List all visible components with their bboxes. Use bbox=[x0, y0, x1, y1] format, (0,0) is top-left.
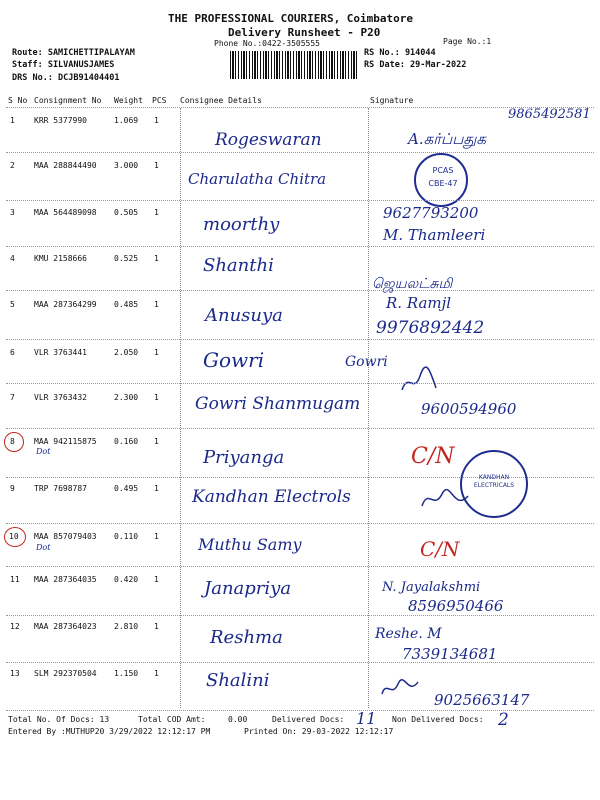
row-signature: Gowri bbox=[345, 354, 388, 370]
rs-number: RS No.: 914044 bbox=[364, 48, 436, 58]
delivered-label: Delivered Docs: bbox=[272, 715, 345, 724]
row-sno: 7 bbox=[10, 393, 15, 402]
row-phone: 9025663147 bbox=[434, 691, 530, 709]
row-consignee: Gowri Shanmugam bbox=[195, 394, 361, 414]
row-consignee: Charulatha Chitra bbox=[188, 170, 327, 188]
row-signature: M. Thamleeri bbox=[383, 226, 486, 244]
row-pcs: 1 bbox=[154, 437, 159, 446]
row-weight: 2.300 bbox=[114, 393, 139, 402]
row-weight: 0.420 bbox=[114, 575, 139, 584]
row-consignment: MAA 942115875 bbox=[34, 437, 97, 446]
delivered-value: 11 bbox=[356, 709, 377, 728]
total-cod-label: Total COD Amt: bbox=[138, 715, 206, 724]
row-signature: N. Jayalakshmi bbox=[382, 580, 481, 595]
row-weight: 0.525 bbox=[114, 254, 139, 263]
row-sno: 5 bbox=[10, 300, 15, 309]
phone-number: Phone No.:0422-3505555 bbox=[214, 39, 320, 48]
col-header-consignment: Consignment No bbox=[34, 96, 102, 105]
row-consignment: VLR 3763441 bbox=[34, 348, 87, 357]
row-divider bbox=[6, 662, 594, 663]
row-signature: R. Ramjl bbox=[386, 294, 452, 312]
row-sno: 1 bbox=[10, 116, 15, 125]
entered-by: Entered By :MUTHUP20 3/29/2022 12:12:17 PM bbox=[8, 727, 211, 736]
row-consignment: MAA 564489098 bbox=[34, 208, 97, 217]
row-weight: 0.495 bbox=[114, 484, 139, 493]
row-divider bbox=[6, 523, 594, 524]
row-consignment: SLM 292370504 bbox=[34, 669, 97, 678]
row-divider bbox=[6, 246, 594, 247]
total-docs: Total No. Of Docs: 13 bbox=[8, 715, 110, 724]
row-phone: 8596950466 bbox=[408, 597, 504, 615]
barcode bbox=[230, 51, 358, 79]
route-label: Route: SAMICHETTIPALAYAM bbox=[12, 48, 135, 58]
row-weight: 0.160 bbox=[114, 437, 139, 446]
row-note: Dot bbox=[36, 447, 51, 456]
non-delivered-label: Non Delivered Docs: bbox=[392, 715, 484, 724]
pcas-stamp bbox=[414, 153, 468, 207]
row-pcs: 1 bbox=[154, 348, 159, 357]
row-weight: 0.110 bbox=[114, 532, 139, 541]
row-consignee: Muthu Samy bbox=[198, 535, 302, 554]
row-consignee: moorthy bbox=[203, 214, 280, 235]
row-consignment: KMU 2158666 bbox=[34, 254, 87, 263]
row-sno: 2 bbox=[10, 161, 15, 170]
row-divider bbox=[6, 339, 594, 340]
row-consignee: Reshma bbox=[210, 627, 283, 648]
col-header-sno: S No bbox=[8, 96, 28, 105]
row-consignee: Kandhan Electrols bbox=[192, 487, 351, 507]
row-pcs: 1 bbox=[154, 300, 159, 309]
row-phone: 9600594960 bbox=[421, 400, 517, 418]
printed-on: Printed On: 29-03-2022 12:12:17 bbox=[244, 727, 394, 736]
row-sno: 13 bbox=[10, 669, 20, 678]
col-header-weight: Weight bbox=[114, 96, 143, 105]
row-consignment: TRP 7698787 bbox=[34, 484, 87, 493]
row-divider bbox=[6, 615, 594, 616]
row-consignment: MAA 287364299 bbox=[34, 300, 97, 309]
row-consignee: Gowri bbox=[203, 348, 265, 372]
row-phone: 9627793200 bbox=[383, 204, 479, 222]
row-pcs: 1 bbox=[154, 622, 159, 631]
total-cod-value: 0.00 bbox=[228, 715, 248, 724]
row-consignment: MAA 857079403 bbox=[34, 532, 97, 541]
signature-scribble bbox=[420, 486, 470, 514]
row-sno: 8 bbox=[10, 437, 15, 446]
row-consignee: Janapriya bbox=[204, 578, 292, 599]
row-weight: 0.485 bbox=[114, 300, 139, 309]
row-weight: 2.050 bbox=[114, 348, 139, 357]
stamp-text: PCAS CBE-47 bbox=[428, 166, 458, 188]
rs-date: RS Date: 29-Mar-2022 bbox=[364, 60, 467, 70]
row-signature: C/N bbox=[420, 537, 460, 561]
row-sno: 3 bbox=[10, 208, 15, 217]
row-signature: C/N bbox=[411, 444, 455, 469]
row-pcs: 1 bbox=[154, 575, 159, 584]
row-consignment: KRR 5377990 bbox=[34, 116, 87, 125]
row-sno: 4 bbox=[10, 254, 15, 263]
row-divider bbox=[6, 566, 594, 567]
row-signature: Reshe. M bbox=[375, 626, 442, 642]
stamp-text: KANDHAN ELECTRICALS bbox=[473, 474, 515, 489]
col-header-consignee: Consignee Details bbox=[180, 96, 262, 105]
row-consignment: MAA 287364023 bbox=[34, 622, 97, 631]
row-phone: 9865492581 bbox=[508, 107, 591, 122]
row-sno: 10 bbox=[9, 532, 19, 541]
row-weight: 2.810 bbox=[114, 622, 139, 631]
row-pcs: 1 bbox=[154, 393, 159, 402]
row-weight: 3.000 bbox=[114, 161, 139, 170]
consignee-column-line bbox=[180, 108, 181, 708]
row-consignment: MAA 287364035 bbox=[34, 575, 97, 584]
row-consignee: Shalini bbox=[206, 670, 270, 691]
company-title: THE PROFESSIONAL COURIERS, Coimbatore bbox=[168, 12, 414, 25]
signature-scribble bbox=[380, 676, 420, 702]
row-sno: 6 bbox=[10, 348, 15, 357]
row-pcs: 1 bbox=[154, 669, 159, 678]
row-weight: 0.505 bbox=[114, 208, 139, 217]
row-consignee: Priyanga bbox=[203, 447, 285, 468]
signature-scribble bbox=[400, 366, 440, 396]
row-pcs: 1 bbox=[154, 254, 159, 263]
header-divider bbox=[6, 107, 594, 108]
row-consignment: MAA 288844490 bbox=[34, 161, 97, 170]
non-delivered-value: 2 bbox=[498, 710, 509, 730]
row-sno: 11 bbox=[10, 575, 20, 584]
kandhan-stamp bbox=[460, 450, 528, 518]
page-number: Page No.:1 bbox=[443, 37, 492, 46]
row-weight: 1.069 bbox=[114, 116, 139, 125]
row-consignee: Rogeswaran bbox=[215, 130, 322, 150]
row-phone: 9976892442 bbox=[376, 318, 485, 338]
row-consignee: Shanthi bbox=[203, 255, 274, 276]
signature-column-line bbox=[368, 108, 369, 708]
row-pcs: 1 bbox=[154, 161, 159, 170]
row-divider bbox=[6, 383, 594, 384]
row-divider bbox=[6, 428, 594, 429]
row-phone: 7339134681 bbox=[402, 645, 498, 663]
row-divider bbox=[6, 152, 594, 153]
row-weight: 1.150 bbox=[114, 669, 139, 678]
row-pcs: 1 bbox=[154, 484, 159, 493]
drs-number: DRS No.: DCJB91404401 bbox=[12, 73, 120, 83]
row-note: Dot bbox=[36, 543, 51, 552]
row-sno: 12 bbox=[10, 622, 20, 631]
col-header-signature: Signature bbox=[370, 96, 414, 105]
row-signature: ஜெயலட்சுமி bbox=[372, 276, 453, 292]
row-consignment: VLR 3763432 bbox=[34, 393, 87, 402]
sheet-title: Delivery Runsheet - P20 bbox=[228, 26, 381, 39]
row-signature: A.கர்ப்பதுக bbox=[408, 130, 486, 148]
row-sno: 9 bbox=[10, 484, 15, 493]
row-pcs: 1 bbox=[154, 532, 159, 541]
row-divider bbox=[6, 290, 594, 291]
row-pcs: 1 bbox=[154, 208, 159, 217]
row-consignee: Anusuya bbox=[205, 305, 283, 326]
row-divider bbox=[6, 200, 594, 201]
col-header-pcs: PCS bbox=[152, 96, 167, 105]
staff-label: Staff: SILVANUSJAMES bbox=[12, 60, 115, 70]
row-pcs: 1 bbox=[154, 116, 159, 125]
